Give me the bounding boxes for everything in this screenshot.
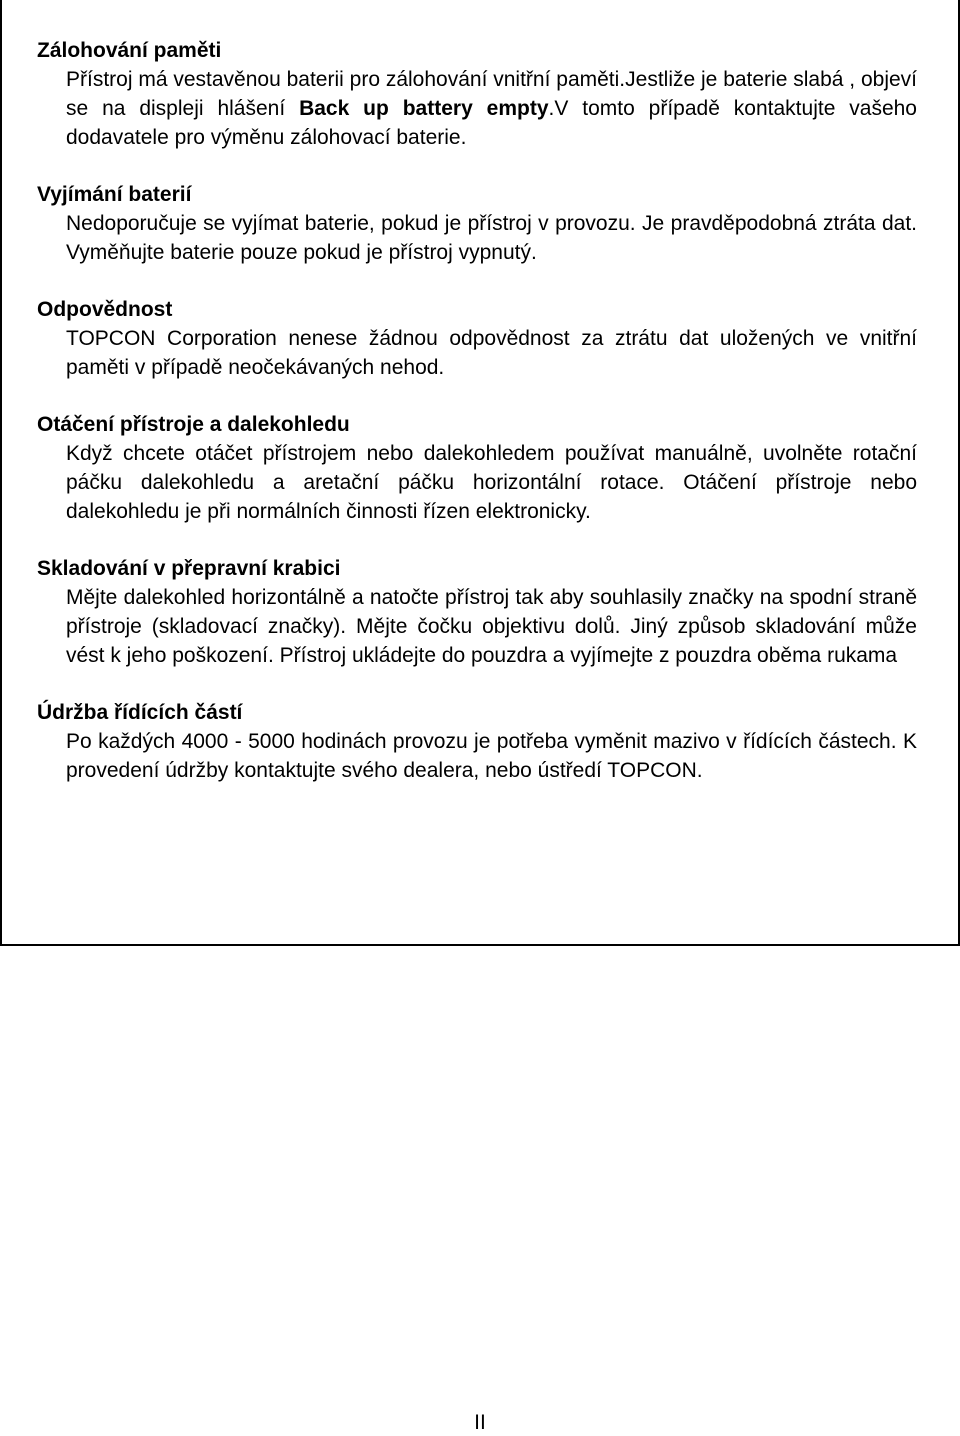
section-text: Nedoporučuje se vyjímat baterie, pokud je přístroj v provozu. Je pravděpodobná ztráta dat. Vyměňujte baterie pouze pokud je přístroj vypnutý. <box>66 212 917 264</box>
section-maintenance <box>37 698 917 785</box>
section-storage <box>37 554 917 670</box>
section-heading: Skladování v přepravní krabici <box>37 557 341 580</box>
section-memory-backup <box>37 36 917 152</box>
section-heading: Otáčení přístroje a dalekohledu <box>37 413 350 436</box>
section-text <box>66 65 917 152</box>
section-heading: Odpovědnost <box>37 298 173 321</box>
section-removing-batteries <box>37 180 917 267</box>
section-liability <box>37 295 917 382</box>
section-text: Mějte dalekohled horizontálně a natočte přístroj tak aby souhlasily značky na spodní straně přístroje (skladovací značky). Mějte čočku objektivu dolů. Jiný způsob skladování může vést k jeho poškození. Přístroj ukládejte do pouzdra a vyjímejte z pouzdra oběma rukama <box>66 586 917 667</box>
section-heading: Zálohování paměti <box>37 39 222 62</box>
document-content <box>37 36 917 813</box>
section-text: Po každých 4000 - 5000 hodinách provozu je potřeba vyměnit mazivo v řídících částech. K provedení údržby kontaktujte svého dealera, nebo ústředí TOPCON. <box>66 730 917 782</box>
text-part: .V tomto případě kontaktujte vašeho dodavatele pro výměnu zálohovací baterie. <box>66 97 917 149</box>
section-heading: Vyjímání baterií <box>37 183 192 206</box>
text-bold-part: Back up battery empty <box>299 97 549 120</box>
text-part: Přístroj má vestavěnou baterii pro zálohování vnitřní paměti.Jestliže je baterie slabá , objeví se na displeji hlášení <box>66 68 917 120</box>
page-number: II <box>474 1411 486 1434</box>
section-text: TOPCON Corporation nenese žádnou odpovědnost za ztrátu dat uložených ve vnitřní paměti v případě neočekávaných nehod. <box>66 327 917 379</box>
section-text: Když chcete otáčet přístrojem nebo dalekohledem používat manuálně, uvolněte rotační páčku dalekohledu a aretační páčku horizontální rotace. Otáčení přístroje nebo dalekohledu je při normálních činnosti řízen elektronicky. <box>66 442 917 523</box>
section-heading: Údržba řídících částí <box>37 701 243 724</box>
section-rotating-instrument <box>37 410 917 526</box>
